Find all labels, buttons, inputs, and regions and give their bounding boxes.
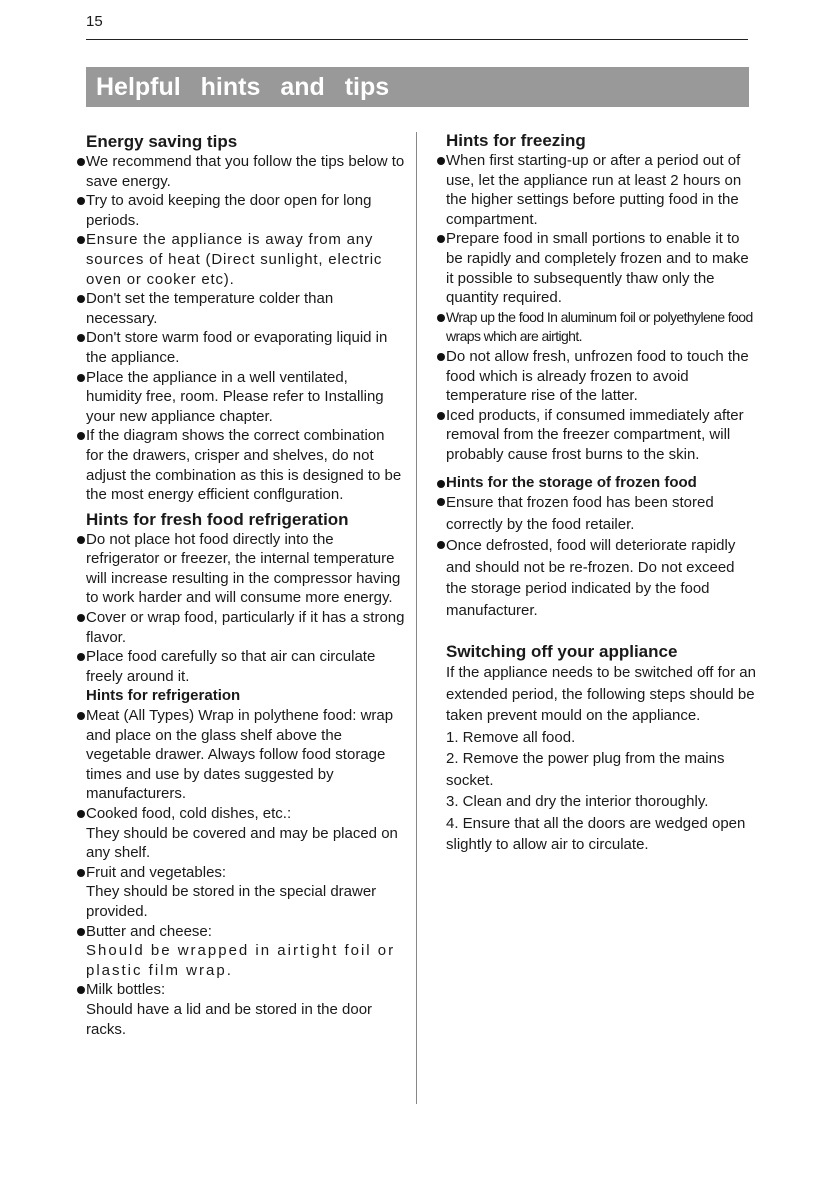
list-item: We recommend that you follow the tips below to save energy. — [86, 153, 405, 190]
step-item: 3. Clean and dry the interior thoroughly. — [446, 793, 709, 811]
list-item — [86, 980, 406, 1039]
item-label: Fruit and vegetables: — [86, 863, 227, 881]
item-detail: Should have a lid and be stored in the door racks. — [86, 1000, 373, 1038]
storage-heading-text: Hints for the storage of frozen food — [446, 473, 697, 491]
list-item: Do not allow fresh, unfrozen food to touch the food which is already frozen to avoid temperature rise of the latter. — [446, 347, 756, 406]
list-item: Do not place hot food directly into the refrigerator or freezer, the internal temperature will increase resulting in the compressor having to work harder and will consume more energy. — [86, 530, 406, 608]
header-rule — [86, 39, 748, 40]
list-item: Cover or wrap food, particularly if it has a strong flavor. — [86, 609, 405, 646]
list-item: Place the appliance in a well ventilated, humidity free, room. Please refer to Installing your new appliance chapter. — [86, 368, 406, 427]
list-item — [86, 922, 406, 981]
right-column — [446, 130, 756, 856]
item-label: Cooked food, cold dishes, etc.: — [86, 805, 292, 822]
item-label: Meat (All Types) Wrap in polythene food: wrap and place on the glass shelf above the vegetable drawer. Always follow food storage times and use by dates suggested by manufacturers. — [86, 707, 394, 803]
item-detail: They should be stored in the special drawer provided. — [86, 883, 377, 920]
list-item: Ensure the appliance is away from any sources of heat (Direct sunlight, electric oven or cooker etc). — [86, 230, 406, 289]
list-item: Don't store warm food or evaporating liquid in the appliance. — [86, 328, 406, 367]
item-detail: They should be covered and may be placed on any shelf. — [86, 824, 398, 862]
list-item — [86, 804, 406, 863]
section-banner — [86, 67, 749, 107]
switching-off-heading: Switching off your appliance — [446, 642, 678, 662]
list-item: Prepare food in small portions to enable it to be rapidly and completely frozen and to make it possible to subsequently thaw only the quantity required. — [446, 229, 756, 307]
list-item: Place food carefully so that air can circulate freely around it. — [86, 647, 406, 686]
energy-saving-list — [86, 152, 406, 505]
page-number: 15 — [86, 13, 103, 30]
list-item: Wrap up the food In aluminum foil or polyethylene food wraps which are airtight. — [446, 308, 756, 347]
column-divider — [416, 132, 417, 1104]
step-item: 1. Remove all food. — [446, 728, 576, 746]
banner-title: Helpful hints and tips — [96, 73, 390, 101]
fresh-food-list — [86, 530, 406, 687]
storage-heading — [446, 473, 756, 493]
list-item: Ensure that frozen food has been stored correctly by the food retailer. — [446, 492, 756, 535]
list-item: When first starting-up or after a period out of use, let the appliance run at least 2 hours on the higher settings before putting food in the compartment. — [446, 151, 756, 229]
energy-saving-heading: Energy saving tips — [86, 132, 238, 151]
item-label: Milk bottles: — [86, 981, 166, 999]
list-item: Once defrosted, food will deteriorate rapidly and should not be re-frozen. Do not exceed the storage period indicated by the food manufacturer. — [446, 535, 756, 621]
item-detail: Should be wrapped in airtight foil or plastic film wrap. — [86, 942, 396, 979]
fresh-food-heading: Hints for fresh food refrigeration — [86, 509, 349, 529]
freezing-heading: Hints for freezing — [446, 131, 586, 150]
list-item — [86, 706, 406, 804]
list-item: Don't set the temperature colder than necessary. — [86, 289, 406, 328]
step-item: 2. Remove the power plug from the mains socket. — [446, 750, 725, 789]
left-column — [86, 131, 406, 1039]
item-label: Butter and cheese: — [86, 922, 212, 940]
list-item: If the diagram shows the correct combination for the drawers, crisper and shelves, do not adjust the combination as this is designed to be the most energy efficient conflguration. — [86, 426, 406, 504]
refrigeration-list — [86, 706, 406, 1039]
list-item: Iced products, if consumed immediately after removal from the freezer compartment, will probably cause frost burns to the skin. — [446, 406, 756, 465]
step-item: 4. Ensure that all the doors are wedged open slightly to allow air to circulate. — [446, 814, 746, 854]
switching-off-intro: If the appliance needs to be switched off for an extended period, the following steps should be taken prevent mould on the appliance. — [446, 664, 756, 725]
freezing-list — [446, 151, 756, 465]
list-item: Try to avoid keeping the door open for long periods. — [86, 191, 406, 230]
refrigeration-heading: Hints for refrigeration — [86, 687, 241, 705]
list-item — [86, 863, 406, 922]
storage-list — [446, 492, 756, 621]
